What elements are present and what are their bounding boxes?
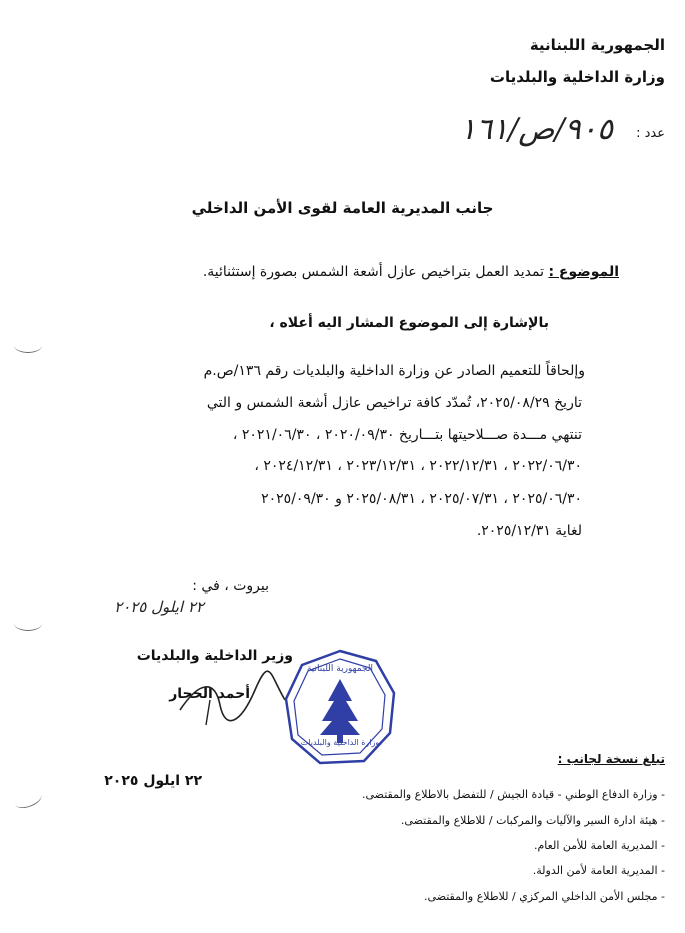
signatory-name: أحمد الحجار [169,686,250,702]
addressee: جانب المديرية العامة لقوى الأمن الداخلي [191,199,494,217]
received-date-stamp: ٢٢ ايلول ٢٠٢٥ [104,773,202,789]
number-label: عدد : [636,126,665,141]
reference-line: بالإشارة إلى الموضوع المشار اليه أعلاه ، [269,315,549,331]
distribution-item: - وزارة الدفاع الوطني - قيادة الجيش / للتفضل بالاطلاع والمقتضى. [362,788,665,801]
handwritten-date: ٢٢ ايلول ٢٠٢٥ [114,598,204,616]
handwritten-number: ٩٠٥/ص/١٦١ [459,112,613,147]
seal-bottom-text: وزارة الداخلية والبلديات [300,738,380,747]
republic-heading: الجمهورية اللبنانية [529,36,665,54]
subject-line [203,262,619,282]
signature [170,670,290,730]
reference-number-row [365,112,665,158]
body-line-4: ٢٠٢٢/٠٦/٣٠ ، ٢٠٢٢/١٢/٣١ ، ٢٠٢٣/١٢/٣١ ، ٢٠٢٤/١٢/٣١ ، [254,458,582,474]
distribution-item: - هيئة ادارة السير والآليات والمركبات / للاطلاع والمقتضى. [400,814,665,827]
scan-mark [14,616,42,631]
body-line-2: تاريخ ٢٠٢٥/٠٨/٢٩، تُمدّد كافة تراخيص عازل أشعة الشمس و التي [206,395,582,411]
scan-mark [12,788,43,812]
signatory-title: وزير الداخلية والبلديات [136,648,293,664]
body-line-6: لغاية ٢٠٢٥/١٢/٣١. [476,523,582,539]
body-line-3: تنتهي مـــدة صـــلاحيتها بتـــاريخ ٢٠٢٠/٠٩/٣٠ ، ٢٠٢١/٠٦/٣٠ ، [232,427,582,443]
scan-mark [14,338,42,353]
body-line-1: وإلحاقاً للتعميم الصادر عن وزارة الداخلية والبلديات رقم ١٣٦/ص.م [203,363,585,379]
distribution-item: - مجلس الأمن الداخلي المركزي / للاطلاع والمقتضى. [424,890,665,903]
subject-text: تمديد العمل بتراخيص عازل أشعة الشمس بصورة إستثنائية. [202,264,544,280]
subject-label: الموضوع : [548,264,619,280]
body-line-5: ٢٠٢٥/٠٦/٣٠ ، ٢٠٢٥/٠٧/٣١ ، ٢٠٢٥/٠٨/٣١ و ٢٠٢٥/٠٩/٣٠ [261,491,582,507]
distribution-item: - المديرية العامة للأمن العام. [534,839,665,852]
distribution-heading: تبلغ نسخة لجانب : [557,752,665,766]
seal-top-text: الجمهورية اللبنانية [306,664,374,674]
distribution-item: - المديرية العامة لأمن الدولة. [532,864,665,877]
place-date-label: بيروت ، في : [192,578,269,594]
ministry-heading: وزارة الداخلية والبلديات [489,68,665,86]
